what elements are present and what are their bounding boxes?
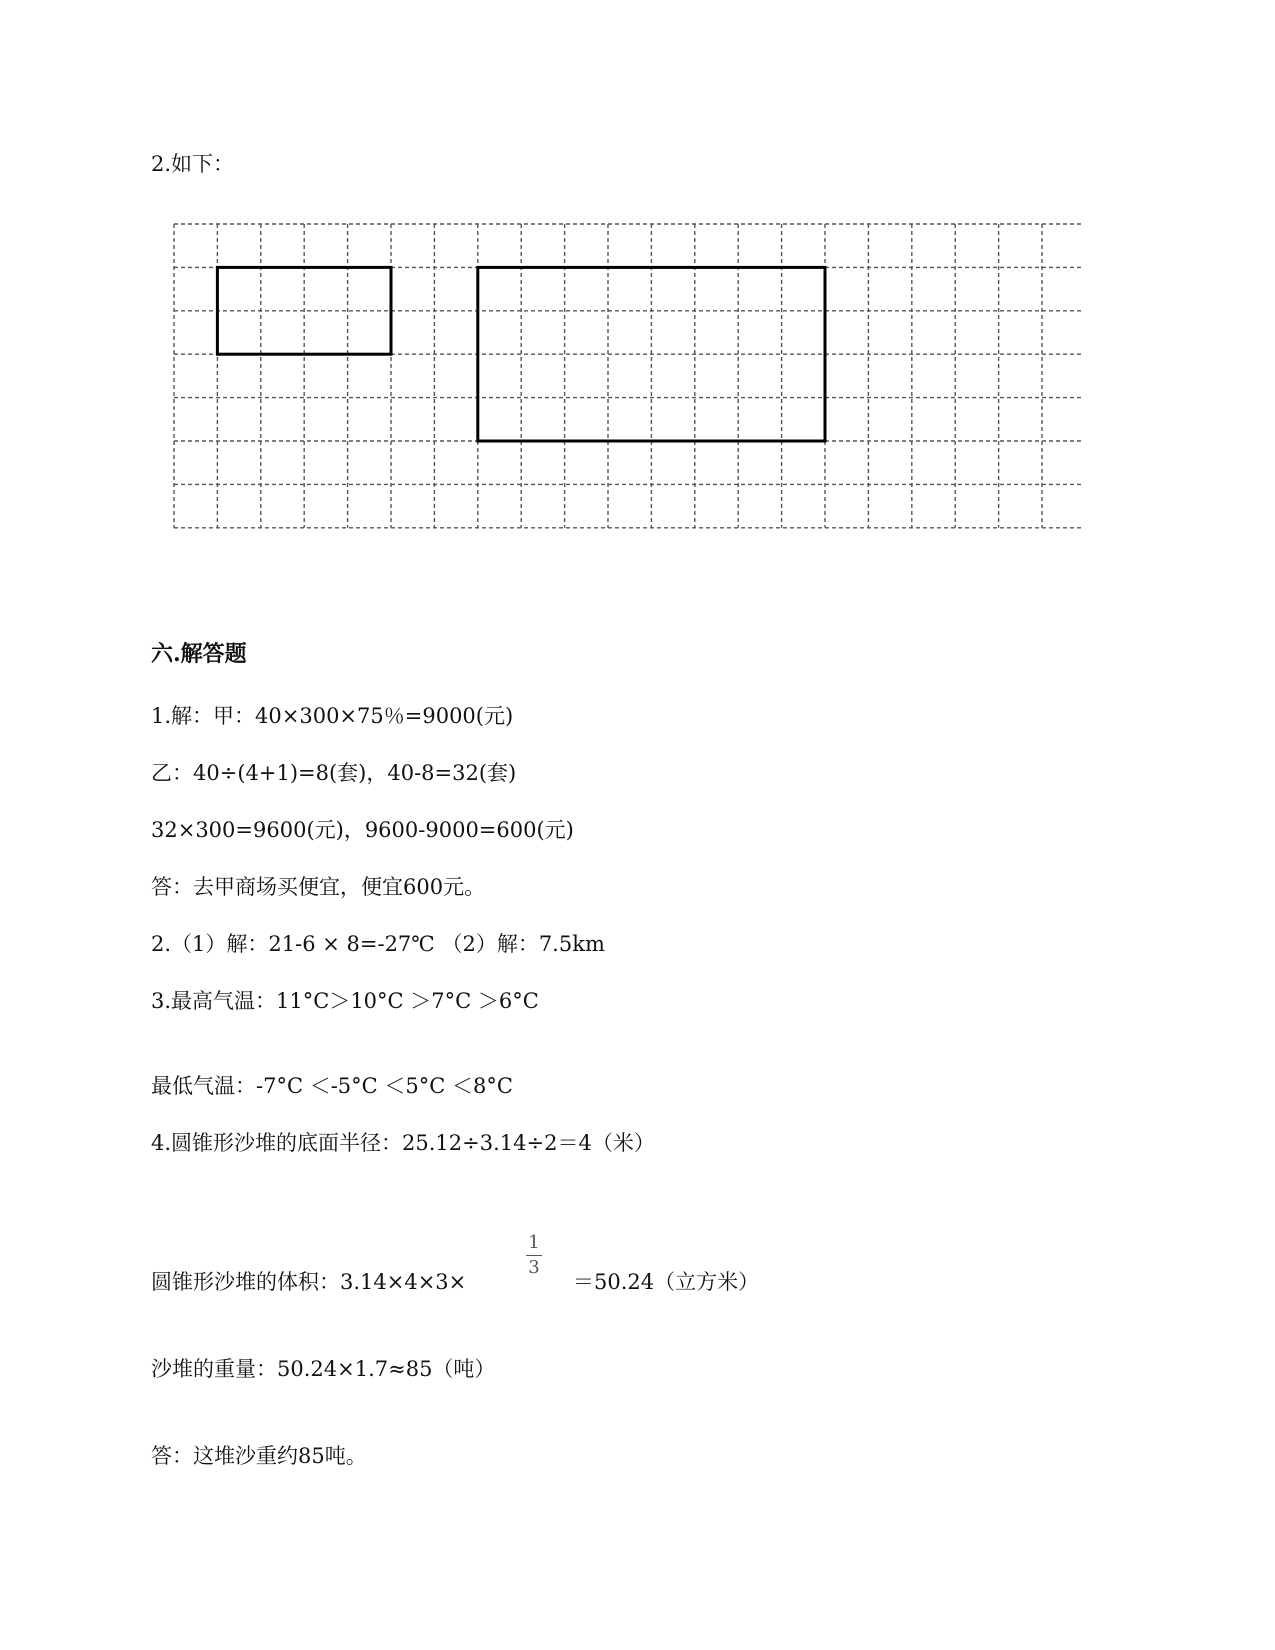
q3-line-2: 最低气温：-7°C ＜-5°C ＜5°C ＜8°C [151,1074,513,1098]
item-2-label: 2.如下： [151,152,235,176]
section-6-heading: 六.解答题 [151,641,247,667]
fraction-bar [526,1255,542,1256]
q4-answer: 答：这堆沙重约85吨。 [151,1444,367,1468]
q1-line-1: 1.解：甲：40×300×75％=9000(元) [151,704,514,728]
grid-figure [172,222,1084,562]
q4-volume-suffix: ＝50.24（立方米） [573,1270,760,1294]
grid-svg [172,222,1084,558]
q4-volume-prefix: 圆锥形沙堆的体积：3.14×4×3× [151,1270,467,1294]
q1-line-3: 32×300=9600(元)，9600-9000=600(元) [151,818,574,842]
q2-line: 2.（1）解：21-6 × 8=-27℃ （2）解：7.5km [151,932,605,956]
q4-weight: 沙堆的重量：50.24×1.7≈85（吨） [151,1357,496,1381]
fraction-denominator: 3 [528,1257,540,1278]
q3-line-1: 3.最高气温：11°C＞10°C ＞7°C ＞6°C [151,989,539,1013]
q4-line-1: 4.圆锥形沙堆的底面半径：25.12÷3.14÷2＝4（米） [151,1131,655,1155]
q1-answer: 答：去甲商场买便宜，便宜600元。 [151,875,486,899]
fraction-one-third [522,1232,546,1279]
q1-line-2: 乙：40÷(4+1)=8(套)，40-8=32(套) [151,761,517,785]
fraction-numerator: 1 [528,1232,540,1253]
